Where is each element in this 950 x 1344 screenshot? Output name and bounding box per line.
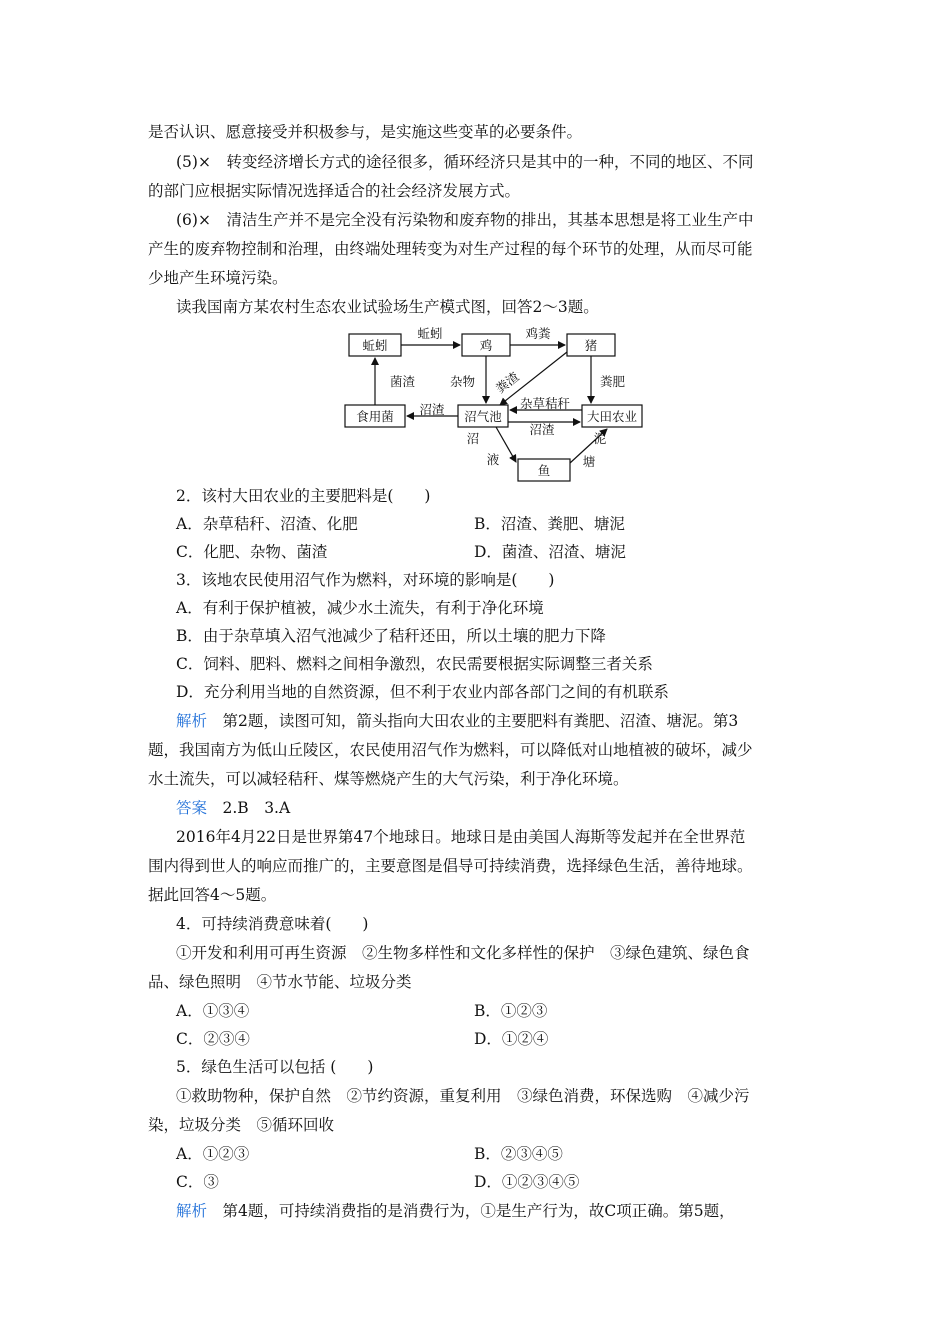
analysis-text: 第2题，读图可知，箭头指向大田农业的主要肥料有粪肥、沼渣、塘泥。第3 [207,712,739,730]
node-chicken: 鸡 [479,338,493,353]
text-line: 的部门应根据实际情况选择适合的社会经济发展方式。 [148,182,521,200]
edge-label: 粪渣 [492,368,522,397]
question-5-option-c: C．③ [176,1173,219,1191]
edge-label: 鸡粪 [525,326,551,341]
question-4-option-b: B．①②③ [474,1002,548,1020]
node-farm: 大田农业 [586,409,638,424]
text-line: 产生的废弃物控制和治理，由终端处理转变为对生产过程的每个环节的处理，从而尽可能 [148,240,753,258]
question-4-items: ①开发和利用可再生资源 ②生物多样性和文化多样性的保护 ③绿色建筑、绿色食 [176,944,750,962]
question-2-option-c: C．化肥、杂物、菌渣 [176,543,328,561]
edge-label: 沼渣 [529,422,555,437]
node-biogas: 沼气池 [464,409,502,424]
question-2-option-a: A．杂草秸秆、沼渣、化肥 [176,515,358,533]
answer-tag: 答案 [176,799,208,817]
text-line: (5)× 转变经济增长方式的途径很多，循环经济只是其中的一种，不同的地区、不同 [176,153,754,171]
analysis-tag: 解析 [176,1202,208,1220]
node-mushroom: 食用菌 [356,409,394,424]
question-4-items: 品、绿色照明 ④节水节能、垃圾分类 [148,973,412,991]
question-5-option-d: D．①②③④⑤ [474,1173,580,1191]
question-2-option-b: B．沼渣、粪肥、塘泥 [474,515,625,533]
question-4-stem: 4．可持续消费意味着( ) [176,915,369,933]
node-earthworm: 蚯蚓 [362,338,388,353]
question-5-option-b: B．②③④⑤ [474,1145,563,1163]
question-4-option-c: C．②③④ [176,1030,250,1048]
edge-label: 泥 [593,431,607,446]
text-line: 2016年4月22日是世界第47个地球日。地球日是由美国人海斯等发起并在全世界范 [176,828,746,846]
text-line: (6)× 清洁生产并不是完全没有污染物和废弃物的排出，其基本思想是将工业生产中 [176,211,754,229]
analysis-line [176,1200,735,1222]
edge-label: 塘 [582,454,596,469]
node-fish: 鱼 [537,463,551,478]
edge-label: 沼渣 [419,402,445,417]
edge-label: 蚯蚓 [417,326,443,341]
question-5-items: 染，垃圾分类 ⑤循环回收 [148,1116,335,1134]
text-line: 是否认识、愿意接受并积极参与，是实施这些变革的必要条件。 [148,123,583,141]
edge-label: 菌渣 [390,374,416,389]
edge-label: 粪肥 [600,374,626,389]
question-4-option-a: A．①③④ [176,1002,250,1020]
analysis-line: 水土流失，可以减轻秸秆、煤等燃烧产生的大气污染，利于净化环境。 [148,770,629,788]
question-4-option-d: D．①②④ [474,1030,549,1048]
question-5-items: ①救助物种，保护自然 ②节约资源，重复利用 ③绿色消费，环保选购 ④减少污 [176,1087,750,1105]
text-line: 围内得到世人的响应而推广的，主要意图是倡导可持续消费，选择绿色生活，善待地球。 [148,857,753,875]
question-2-option-d: D．菌渣、沼渣、塘泥 [474,543,626,561]
answer-line [176,797,290,819]
analysis-line [176,710,738,732]
question-2-stem: 2．该村大田农业的主要肥料是( ) [176,487,431,505]
edge-label: 液 [486,452,500,467]
question-3-option-b: B．由于杂草填入沼气池减少了秸秆还田，所以土壤的肥力下降 [176,627,606,645]
question-3-option-c: C．饲料、肥料、燃料之间相争激烈，农民需要根据实际调整三者关系 [176,655,653,673]
question-3-option-d: D．充分利用当地的自然资源，但不利于农业内部各部门之间的有机联系 [176,683,669,701]
analysis-text: 第4题，可持续消费指的是消费行为，①是生产行为，故C项正确。第5题， [207,1202,735,1220]
question-5-stem: 5．绿色生活可以包括 ( ) [176,1058,374,1076]
text-line: 少地产生环境污染。 [148,269,288,287]
node-pig: 猪 [584,338,598,353]
edge-label: 沼 [466,431,480,446]
text-line: 据此回答4～5题。 [148,886,277,904]
analysis-tag: 解析 [176,712,208,730]
text-line: 读我国南方某农村生态农业试验场生产模式图，回答2～3题。 [176,298,599,316]
question-3-option-a: A．有利于保护植被，减少水土流失，有利于净化环境 [176,599,544,617]
question-5-option-a: A．①②③ [176,1145,250,1163]
analysis-line: 题，我国南方为低山丘陵区，农民使用沼气作为燃料，可以降低对山地植被的破坏，减少 [148,741,753,759]
answer-text: 2.B 3.A [207,799,291,817]
edge-label: 杂草秸秆 [519,396,571,411]
question-3-stem: 3．该地农民使用沼气作为燃料，对环境的影响是( ) [176,571,555,589]
eco-agriculture-diagram [0,0,950,500]
edge-label: 杂物 [450,374,476,389]
